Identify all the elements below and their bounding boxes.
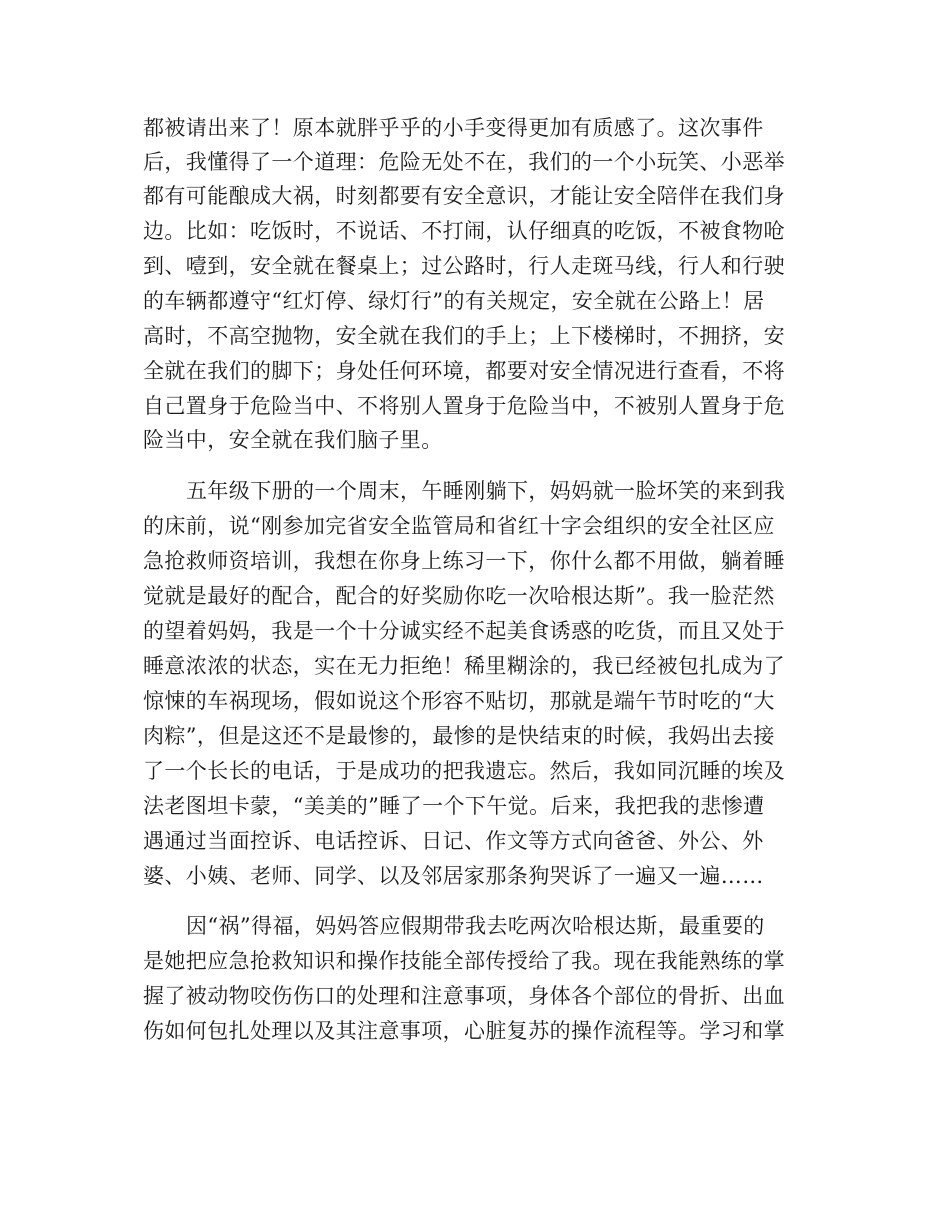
paragraph-1-line-6: 的车辆都遵守“红灯停、绿灯行”的有关规定，安全就在公路上！居 [143, 289, 765, 313]
paragraph-1-line-4: 边。比如：吃饭时，不说话、不打闹，认仔细真的吃饭，不被食物呛 [143, 219, 785, 243]
paragraph-2-line-7: 惊悚的车祸现场，假如说这个形容不贴切，那就是端午节时吃的“大 [143, 689, 775, 713]
paragraph-1-line-3: 都有可能酿成大祸，时刻都要有安全意识，才能让安全陪伴在我们身 [143, 184, 785, 208]
paragraph-2-line-11: 遇通过当面控诉、电话控诉、日记、作文等方式向爸爸、外公、外 [143, 829, 764, 853]
paragraph-1-line-5: 到、噎到，安全就在餐桌上；过公路时，行人走斑马线，行人和行驶 [143, 254, 785, 278]
paragraph-1-line-8: 全就在我们的脚下；身处任何环境，都要对安全情况进行查看，不将 [143, 359, 785, 383]
paragraph-2-line-9: 了一个长长的电话，于是成功的把我遗忘。然后，我如同沉睡的埃及 [143, 759, 785, 783]
paragraph-2-line-10: 法老图坦卡蒙，“美美的”睡了一个下午觉。后来，我把我的悲惨遭 [143, 794, 765, 818]
paragraph-2-line-5: 的望着妈妈，我是一个十分诚实经不起美食诱惑的吃货，而且又处于 [143, 619, 785, 643]
paragraph-2-line-2: 的床前，说“刚参加完省安全监管局和省红十字会组织的安全社区应 [143, 514, 775, 538]
paragraph-2-line-8: 肉粽”，但是这还不是最惨的，最惨的是快结束的时候，我妈出去接 [143, 724, 775, 748]
paragraph-2-line-4: 觉就是最好的配合，配合的好奖励你吃一次哈根达斯”。我一脸茫然 [143, 584, 775, 608]
paragraph-1-line-2: 后，我懂得了一个道理：危险无处不在，我们的一个小玩笑、小恶举 [143, 150, 785, 174]
paragraph-3-line-1: 因“祸”得福，妈妈答应假期带我去吃两次哈根达斯，最重要的 [186, 914, 765, 938]
paragraph-2-line-3: 急抢救师资培训，我想在你身上练习一下，你什么都不用做，躺着睡 [143, 549, 785, 573]
paragraph-1-line-7: 高时，不高空抛物，安全就在我们的手上；上下楼梯时，不拥挤，安 [143, 324, 785, 348]
paragraph-1-line-10: 险当中，安全就在我们脑子里。 [143, 428, 443, 452]
paragraph-1-line-9: 自己置身于危险当中、不将别人置身于危险当中，不被别人置身于危 [143, 394, 785, 418]
paragraph-3-line-4: 伤如何包扎处理以及其注意事项，心脏复苏的操作流程等。学习和掌 [143, 1019, 785, 1043]
paragraph-3-line-2: 是她把应急抢救知识和操作技能全部传授给了我。现在我能熟练的掌 [143, 949, 785, 973]
paragraph-1-line-1: 都被请出来了！原本就胖乎乎的小手变得更加有质感了。这次事件 [143, 116, 764, 140]
paragraph-3-line-3: 握了被动物咬伤伤口的处理和注意事项，身体各个部位的骨折、出血 [143, 984, 785, 1008]
paragraph-2-line-6: 睡意浓浓的状态，实在无力拒绝！稀里糊涂的，我已经被包扎成为了 [143, 654, 785, 678]
paragraph-2-line-1: 五年级下册的一个周末，午睡刚躺下，妈妈就一脸坏笑的来到我 [186, 479, 786, 503]
paragraph-2-line-12: 婆、小姨、老师、同学、以及邻居家那条狗哭诉了一遍又一遍…… [143, 864, 764, 888]
